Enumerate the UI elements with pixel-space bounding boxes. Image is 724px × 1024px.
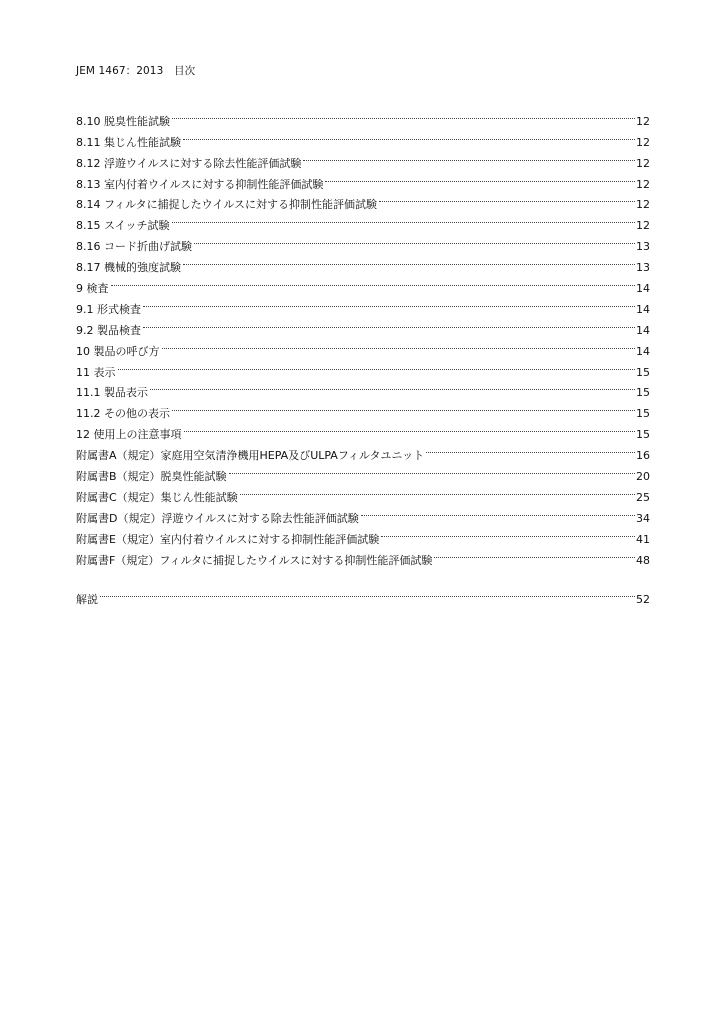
dot-leader (100, 582, 635, 603)
dot-leader (162, 334, 636, 355)
toc-entry-page: 25 (636, 490, 650, 504)
dot-leader (172, 104, 635, 125)
toc-entry-label: 9.1 形式検査 (76, 302, 141, 316)
dot-leader (172, 208, 635, 229)
toc-entry-page: 14 (636, 282, 650, 296)
toc-entry-page: 15 (636, 428, 650, 442)
toc-entry-label: 8.13 室内付着ウイルスに対する抑制性能評価試験 (76, 177, 324, 191)
dot-leader (143, 292, 635, 313)
toc-entry-label: 附属書A（規定）家庭用空気清浄機用HEPA及びULPAフィルタユニット (76, 449, 425, 463)
toc-entry[interactable] (76, 582, 650, 607)
toc-entry-label: 11.1 製品表示 (76, 386, 148, 400)
toc-entry-label: 8.11 集じん性能試験 (76, 135, 181, 149)
dot-leader (325, 167, 635, 188)
toc-entry[interactable] (76, 292, 650, 316)
toc-entry-page: 13 (636, 261, 650, 275)
toc-entry-page: 16 (636, 449, 650, 463)
dot-leader (379, 188, 635, 209)
toc-entry-label: 8.12 浮遊ウイルスに対する除去性能評価試験 (76, 156, 302, 170)
dot-leader (150, 376, 635, 397)
table-of-contents (76, 104, 650, 607)
toc-entry-page: 13 (636, 240, 650, 254)
dot-leader (111, 271, 636, 292)
toc-entry-page: 52 (636, 593, 650, 607)
toc-entry[interactable] (76, 355, 650, 379)
toc-entry-label: 附属書B（規定）脱臭性能試験 (76, 470, 227, 484)
toc-entry-page: 15 (636, 386, 650, 400)
toc-entry-label: 11 表示 (76, 365, 116, 379)
toc-entry[interactable] (76, 271, 650, 296)
dot-leader (183, 125, 635, 146)
dot-leader (361, 501, 635, 522)
toc-entry-label: 9 検査 (76, 282, 109, 296)
toc-entry-page: 12 (636, 198, 650, 212)
toc-entry-page: 14 (636, 344, 650, 358)
toc-entry-page: 12 (636, 156, 650, 170)
toc-entry-label: 附属書D（規定）浮遊ウイルスに対する除去性能評価試験 (76, 511, 359, 525)
toc-entry-label: 8.10 脱臭性能試験 (76, 114, 170, 128)
toc-entry-page: 14 (636, 302, 650, 316)
toc-entry-label: 8.15 スイッチ試験 (76, 219, 170, 233)
dot-leader (240, 480, 635, 501)
toc-entry-page: 12 (636, 114, 650, 128)
toc-entry-label: 8.14 フィルタに捕捉したウイルスに対する抑制性能評価試験 (76, 198, 378, 212)
toc-entry-page: 12 (636, 177, 650, 191)
toc-entry-label: 解説 (76, 593, 98, 607)
toc-entry-label: 8.16 コード折曲げ試験 (76, 240, 192, 254)
toc-entry-page: 15 (636, 407, 650, 421)
page-header: JEM 1467：2013 目次 (76, 65, 196, 77)
toc-entry-page: 41 (636, 532, 650, 546)
toc-entry[interactable] (76, 334, 650, 358)
toc-entry-page: 34 (636, 511, 650, 525)
toc-entry-label: 附属書F（規定）フィルタに捕捉したウイルスに対する抑制性能評価試験 (76, 553, 433, 567)
dot-leader (143, 313, 635, 334)
dot-leader (183, 250, 635, 271)
toc-entry-page: 12 (636, 135, 650, 149)
toc-entry[interactable] (76, 396, 650, 421)
toc-entry-label: 9.2 製品検査 (76, 323, 141, 337)
dot-leader (172, 396, 635, 417)
toc-entry-page: 15 (636, 365, 650, 379)
toc-entry-label: 10 製品の呼び方 (76, 344, 160, 358)
dot-leader (194, 229, 635, 250)
toc-entry-label: 11.2 その他の表示 (76, 407, 170, 421)
dot-leader (426, 438, 635, 459)
toc-entry-page: 20 (636, 470, 650, 484)
toc-entry-page: 14 (636, 323, 650, 337)
toc-entry-page: 12 (636, 219, 650, 233)
dot-leader (381, 522, 635, 543)
toc-entry[interactable] (76, 313, 650, 337)
toc-entry-page: 48 (636, 553, 650, 567)
toc-entry-label: 附属書E（規定）室内付着ウイルスに対する抑制性能評価試験 (76, 532, 380, 546)
dot-leader (184, 417, 636, 438)
toc-entry-label: 12 使用上の注意事項 (76, 428, 182, 442)
toc-entry-label: 附属書C（規定）集じん性能試験 (76, 490, 238, 504)
toc-entry-label: 8.17 機械的強度試験 (76, 261, 181, 275)
toc-entry[interactable] (76, 104, 650, 128)
dot-leader (434, 543, 635, 564)
toc-entry[interactable] (76, 376, 650, 400)
dot-leader (118, 355, 636, 376)
dot-leader (229, 459, 635, 480)
dot-leader (303, 146, 635, 167)
